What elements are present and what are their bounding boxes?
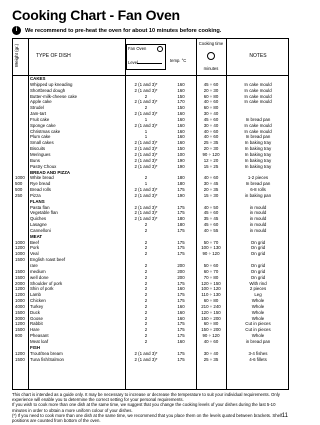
time-cell: 40 ÷ 50: [203, 204, 219, 210]
weight-cell: 500: [15, 187, 23, 193]
dish-cell: English roast beef: [30, 257, 66, 263]
dish-cell: Shoulder of pork: [30, 280, 63, 286]
level-cell: 2: [144, 298, 148, 304]
level-cell: 2 (1 and 3)*: [134, 157, 158, 163]
level-cell: 2 (1 and 3)*: [134, 146, 158, 152]
level-divider: [137, 63, 162, 64]
dish-cell: FISH: [30, 344, 41, 350]
weight-cell: 3000: [15, 315, 25, 321]
level-cell: 2: [144, 303, 148, 309]
info-icon: i: [12, 26, 21, 35]
level-cell: 2: [144, 175, 148, 181]
dish-cell: Vegetable flan: [30, 210, 58, 216]
notes-cell: In baking tray: [244, 163, 272, 169]
notes-cell: in mould: [249, 204, 267, 210]
notes-cell: On grid: [250, 263, 266, 268]
cooking-time-header: Cooking time: [198, 41, 224, 46]
time-cell: 210 ÷ 240: [201, 303, 221, 309]
time-cell: 100 ÷ 120: [201, 286, 221, 292]
time-cell: 45 ÷ 60: [203, 81, 219, 87]
notes-cell: In cake mould: [244, 87, 272, 93]
notes-cell: In cake mould: [244, 128, 272, 134]
preheat-note: [12, 26, 221, 35]
notes-cell: In bread pan: [245, 134, 271, 140]
time-cell: 20 ÷ 30: [203, 87, 219, 93]
notes-column-header: NOTES: [249, 53, 267, 59]
notes-cell: 1-2 pieces: [247, 175, 269, 181]
level-cell: 2 (1 and 3)*: [134, 356, 158, 362]
notes-cell: In baking tray: [244, 146, 272, 152]
weight-cell: 1500: [15, 268, 25, 274]
temp-cell: 160: [177, 315, 185, 321]
temp-cell: 175: [177, 350, 185, 356]
dish-cell: Jam-tart: [30, 111, 47, 117]
level-cell: 2 (1 and 3)*: [134, 192, 158, 198]
time-cell: 150 ÷ 200: [201, 327, 221, 333]
time-cell: 12 ÷ 20: [203, 157, 219, 163]
temp-cell: 160: [177, 128, 185, 134]
time-cell: 40 ÷ 55: [203, 227, 219, 233]
notes-cell: in mould: [249, 210, 267, 216]
temp-cell: 180: [177, 175, 185, 181]
notes-cell: in baking pan: [244, 192, 272, 198]
level-cell: 2 (1 and 3)*: [134, 350, 158, 356]
footer-notes: [12, 392, 289, 423]
temp-cell: 190: [177, 192, 185, 198]
dish-cell: Pastry Choux: [30, 163, 57, 169]
time-cell: 45 ÷ 60: [203, 116, 219, 122]
time-cell: 20 ÷ 35: [203, 187, 219, 193]
table-body: [13, 76, 288, 362]
time-cell: 60 ÷ 80: [203, 105, 219, 111]
level-cell: 2: [144, 309, 148, 315]
level-cell: 2: [144, 327, 148, 333]
dish-cell: Quiches: [30, 216, 47, 222]
notes-cell: In cake mould: [244, 81, 272, 87]
dish-cell: CAKES: [30, 76, 46, 81]
dish-cell: Shortbread dough: [30, 87, 66, 93]
time-cell: 70 ÷ 80: [203, 274, 219, 280]
notes-cell: Cut in pieces: [245, 321, 271, 327]
dish-cell: White bread: [30, 175, 54, 181]
time-cell: 25 ÷ 35: [203, 140, 219, 146]
level-cell: 2 (1 and 3)*: [134, 216, 158, 222]
notes-cell: in mould: [249, 216, 267, 222]
level-cell: 1: [144, 181, 148, 187]
dish-cell: Pizza: [30, 192, 41, 198]
weight-cell: 1000: [15, 239, 25, 245]
type-column-header: TYPE OF DISH: [36, 53, 71, 59]
notes-cell: in bread pan: [245, 338, 271, 344]
dish-cell: well done: [30, 274, 49, 280]
preheat-note-text: We recommend to pre-heat the oven for about 10 minutes before cooking.: [25, 27, 222, 34]
notes-cell: On grid: [250, 274, 266, 280]
notes-cell: 2 pieces: [249, 286, 267, 292]
dish-cell: Turkey: [30, 303, 44, 309]
dish-cell: Small cakes: [30, 140, 54, 146]
level-cell: 2 (1 and 3)*: [134, 204, 158, 210]
level-cell: 2: [144, 292, 148, 298]
temp-cell: 160: [177, 111, 185, 117]
dish-cell: Rabbit: [30, 321, 43, 327]
dish-cell: Chicken: [30, 298, 46, 304]
level-cell: 2: [144, 105, 148, 111]
temp-cell: 200: [177, 274, 185, 280]
level-cell: 2 (1 and 3)*: [134, 140, 158, 146]
dish-cell: Lamb: [30, 292, 41, 298]
temp-cell: 175: [177, 187, 185, 193]
dish-cell: Strudel: [30, 105, 44, 111]
footer-paragraph: If you wish to cook more than one dish at the same time, we suggest that you change the cooking levels of your dishes during the last 5-10 minutes in order to obtain a more uniform colour of your dishes.: [12, 402, 276, 413]
level-cell: 2 (1 and 3)*: [134, 210, 158, 216]
level-cell: 2 (1 and 3)*: [134, 111, 158, 117]
temp-cell: 160: [177, 286, 185, 292]
time-cell: 20 ÷ 30: [203, 146, 219, 152]
temp-cell: 190: [177, 157, 185, 163]
dish-cell: Meringues: [30, 151, 51, 157]
dish-cell: rare: [30, 263, 38, 268]
notes-cell: 3-4 fishes: [248, 350, 268, 356]
notes-cell: Whole: [251, 303, 265, 309]
page-title: Cooking Chart - Fan Oven: [12, 7, 180, 23]
time-cell: 15 ÷ 25: [203, 163, 219, 169]
level-cell: 2: [144, 222, 148, 228]
dish-cell: Beef: [30, 239, 40, 245]
temp-cell: 160: [177, 116, 185, 122]
level-cell: 1: [144, 134, 148, 140]
level-cell: 1: [144, 128, 148, 134]
minutes-header: minutes: [203, 66, 219, 71]
fan-icon: [157, 46, 163, 52]
level-cell: 2: [144, 333, 148, 339]
temp-cell: 175: [177, 210, 185, 216]
notes-cell: Whole: [251, 298, 265, 304]
dish-cell: Apple cake: [30, 99, 52, 105]
temp-cell: 175: [177, 204, 185, 210]
dish-cell: Lasagne: [30, 222, 47, 228]
dish-cell: Whipped up kneading: [30, 81, 73, 87]
dish-cell: Cannelloni: [30, 227, 51, 233]
dish-cell: Goose: [30, 315, 43, 321]
dish-cell: Veal: [30, 251, 39, 257]
dish-cell: MEAT: [30, 233, 43, 239]
time-cell: 30 ÷ 40: [203, 122, 219, 128]
level-cell: 2: [144, 315, 148, 321]
temp-cell: 150: [177, 93, 185, 99]
temp-column-header: temp. °C: [170, 58, 187, 63]
temp-cell: 175: [177, 239, 185, 245]
time-cell: 45 ÷ 60: [203, 210, 219, 216]
temp-cell: 180: [177, 216, 185, 222]
dish-cell: Hare: [30, 327, 40, 333]
temp-cell: 175: [177, 227, 185, 233]
notes-cell: On grid: [250, 268, 266, 274]
footer-paragraph: This chart is intended as a guide only. It may be necessary to increase or decrease the temperature to suit your individual requirements. Only experience will enable you to determine the correct setting for your personal requirements.: [12, 392, 280, 403]
time-cell: 40 ÷ 60: [203, 175, 219, 181]
weight-cell: 1200: [15, 292, 25, 298]
time-cell: 90 ÷ 120: [202, 251, 220, 257]
level-cell: 2: [144, 338, 148, 344]
temp-cell: 175: [177, 245, 185, 251]
time-cell: 30 ÷ 40: [203, 111, 219, 117]
dish-cell: Shin of pork: [30, 286, 54, 292]
time-cell: 110 ÷ 130: [201, 292, 221, 298]
temp-cell: 175: [177, 356, 185, 362]
weight-cell: 2000: [15, 280, 25, 286]
dish-cell: Biscuits: [30, 146, 46, 152]
notes-cell: Leg: [254, 292, 262, 298]
weight-cell: 1500: [15, 327, 25, 333]
weight-column-header: Weight (gr.): [14, 43, 20, 68]
dish-cell: Buns: [30, 157, 41, 163]
notes-cell: Whole: [251, 315, 265, 321]
notes-cell: In cake mould: [244, 99, 272, 105]
time-cell: 60 ÷ 80: [203, 298, 219, 304]
level-cell: 2 (1 and 3)*: [134, 87, 158, 93]
temp-cell: 150: [177, 146, 185, 152]
level-cell: 2 (1 and 3)*: [134, 99, 158, 105]
level-cell: 2: [144, 251, 148, 257]
cooking-table: [12, 38, 289, 390]
weight-cell: 1500: [15, 309, 25, 315]
notes-cell: 4-6 fillets: [249, 356, 267, 362]
weight-cell: 1000: [15, 251, 25, 257]
notes-cell: in mould: [249, 222, 267, 228]
weight-cell: 4000: [15, 303, 25, 309]
time-cell: 15 ÷ 30: [203, 192, 219, 198]
time-cell: 50 ÷ 60: [203, 263, 219, 268]
level-cell: 2: [144, 227, 148, 233]
level-cell: 2: [144, 239, 148, 245]
temp-cell: 160: [177, 338, 185, 344]
temp-cell: 200: [177, 263, 185, 268]
level-cell: 2 (1 and 3)*: [134, 187, 158, 193]
level-cell: 2: [144, 268, 148, 274]
time-cell: 90 ÷ 120: [202, 151, 220, 157]
temp-cell: 160: [177, 140, 185, 146]
weight-cell: 800: [15, 333, 23, 339]
temp-cell: 180: [177, 181, 185, 187]
temp-cell: 160: [177, 81, 185, 87]
temp-cell: 160: [177, 87, 185, 93]
temp-cell: 100: [177, 151, 185, 157]
dish-cell: Pheasant: [30, 333, 49, 339]
weight-cell: 1200: [15, 245, 25, 251]
temp-cell: 175: [177, 321, 185, 327]
temp-cell: 160: [177, 122, 185, 128]
notes-cell: On grid: [250, 239, 266, 245]
notes-cell: Whole: [251, 333, 265, 339]
dish-cell: Tuna fish/Salmon: [30, 356, 65, 362]
notes-cell: On grid: [250, 251, 266, 257]
dish-cell: Pork: [30, 245, 40, 251]
fan-oven-header: Fan Oven Level: [126, 44, 166, 70]
table-row: [13, 357, 288, 363]
level-cell: 2: [144, 263, 148, 268]
dish-cell: Duck: [30, 309, 41, 315]
table-header: [13, 39, 288, 76]
level-cell: 2: [144, 93, 148, 99]
notes-cell: On grid: [250, 245, 266, 251]
notes-cell: In bread pan: [245, 116, 271, 122]
level-cell: 2: [144, 321, 148, 327]
notes-cell: With rind: [249, 280, 267, 286]
weight-cell: 1000: [15, 175, 25, 181]
footer-paragraph: (*) If you need to cook more than one dish at the same time, we recommend that you place them on the levels quoted between brackets. Shelf positions are counted from bottom of the oven.: [12, 412, 283, 424]
time-cell: 100 ÷ 130: [201, 245, 221, 251]
weight-cell: 1200: [15, 350, 25, 356]
notes-cell: In baking tray: [244, 157, 272, 163]
time-cell: 150 ÷ 200: [201, 315, 221, 321]
temp-cell: 175: [177, 333, 185, 339]
time-cell: 45 ÷ 60: [203, 222, 219, 228]
weight-cell: 1500: [15, 257, 25, 263]
temp-cell: 175: [177, 327, 185, 333]
notes-cell: in mould: [249, 227, 267, 233]
time-cell: 40 ÷ 60: [203, 128, 219, 134]
time-cell: 40 ÷ 60: [203, 134, 219, 140]
time-cell: 120 ÷ 150: [201, 280, 221, 286]
notes-cell: Whole: [251, 309, 265, 315]
dish-cell: Bread rolls: [30, 187, 51, 193]
level-cell: 2: [144, 286, 148, 292]
level-cell: 2: [144, 274, 148, 280]
dish-cell: Butter-milk-cheese cake: [30, 93, 78, 99]
temp-cell: 175: [177, 280, 185, 286]
time-cell: 60 ÷ 80: [203, 321, 219, 327]
time-cell: 120 ÷ 150: [201, 309, 221, 315]
notes-cell: In bread pan: [245, 181, 271, 187]
time-cell: 40 ÷ 60: [203, 99, 219, 105]
dish-cell: BREAD AND PIZZA: [30, 169, 71, 175]
weight-cell: 500: [15, 181, 23, 187]
time-cell: 40 ÷ 60: [203, 338, 219, 344]
time-cell: 50 ÷ 70: [203, 239, 219, 245]
temp-cell: 175: [177, 298, 185, 304]
dish-cell: Plum cake: [30, 134, 51, 140]
notes-cell: In cake mould: [244, 122, 272, 128]
dish-cell: Meat loaf: [30, 338, 49, 344]
weight-cell: 1000: [15, 298, 25, 304]
dish-cell: Christmas cake: [30, 128, 61, 134]
temp-cell: 160: [177, 303, 185, 309]
level-cell: 2: [144, 245, 148, 251]
notes-cell: 6-8 rolls: [250, 187, 266, 193]
notes-cell: Cut in pieces: [245, 327, 271, 333]
dish-cell: Fruit cake: [30, 116, 50, 122]
level-cell: 2 (1 and 3)*: [134, 122, 158, 128]
dish-cell: medium: [30, 268, 46, 274]
dish-cell: Pasta flan: [30, 204, 50, 210]
weight-cell: 1500: [15, 274, 25, 280]
clock-icon: [207, 52, 215, 60]
time-cell: 30 ÷ 45: [203, 181, 219, 187]
weight-cell: 1200: [15, 321, 25, 327]
temp-cell: 180: [177, 222, 185, 228]
dish-cell: Rye bread: [30, 181, 51, 187]
time-cell: 60 ÷ 70: [203, 268, 219, 274]
temp-cell: 175: [177, 251, 185, 257]
notes-cell: In baking tray: [244, 151, 272, 157]
temp-cell: 150: [177, 105, 185, 111]
temp-cell: 160: [177, 309, 185, 315]
dish-cell: Sponge cake: [30, 122, 56, 128]
weight-cell: 1200: [15, 286, 25, 292]
time-cell: 30 ÷ 40: [203, 350, 219, 356]
temp-cell: 160: [177, 134, 185, 140]
time-cell: 60 ÷ 80: [203, 93, 219, 99]
weight-cell: 250: [15, 192, 23, 198]
level-cell: 2 (1 and 3)*: [134, 151, 158, 157]
level-cell: 2 (1 and 3)*: [134, 163, 158, 169]
time-cell: 25 ÷ 35: [203, 356, 219, 362]
temp-cell: 190: [177, 163, 185, 169]
notes-cell: In baking tray: [244, 140, 272, 146]
temp-cell: 175: [177, 292, 185, 298]
dish-cell: Trout/Sea bream: [30, 350, 63, 356]
temp-cell: 170: [177, 99, 185, 105]
notes-cell: In cake mould: [244, 93, 272, 99]
time-cell: 90 ÷ 120: [202, 333, 220, 339]
level-cell: 2: [144, 280, 148, 286]
time-cell: 35 ÷ 45: [203, 216, 219, 222]
temp-cell: 200: [177, 268, 185, 274]
dish-cell: FLANS: [30, 198, 45, 204]
level-cell: 2 (1 and 3)*: [134, 81, 158, 87]
level-cell: 1: [144, 116, 148, 122]
page-number: 11: [281, 413, 288, 419]
weight-cell: 1500: [15, 356, 25, 362]
